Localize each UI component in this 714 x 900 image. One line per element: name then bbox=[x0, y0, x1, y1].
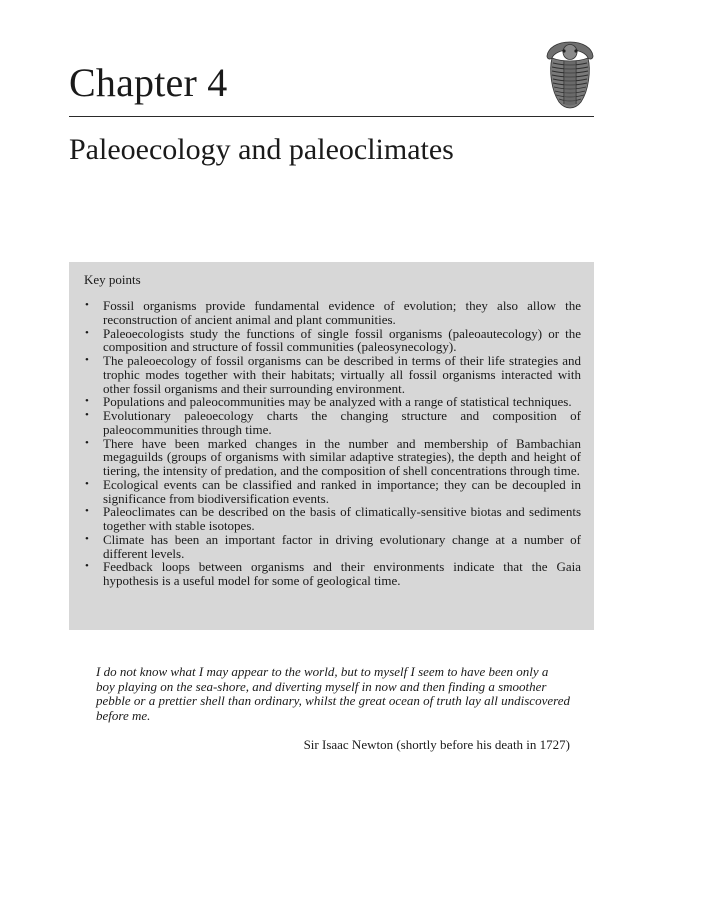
key-point-item bbox=[84, 327, 581, 355]
key-point-text: Ecological events can be classified and ranked in importance; they can be decoupled in significance from biodiversification events. bbox=[103, 476, 581, 506]
trilobite-icon bbox=[543, 40, 597, 110]
bullet-icon: • bbox=[85, 409, 89, 421]
epigraph-attribution: Sir Isaac Newton (shortly before his death in 1727) bbox=[303, 737, 570, 752]
bullet-icon: • bbox=[85, 532, 89, 545]
key-point-text: Populations and paleocommunities may be analyzed with a range of statistical techniques. bbox=[103, 394, 572, 410]
key-points-list bbox=[84, 299, 581, 588]
key-point-text: Fossil organisms provide fundamental evidence of evolution; they also allow the reconstruction of ancient animal and plant communities. bbox=[103, 298, 581, 327]
key-point-text: Paleoclimates can be described on the basis of climatically-sensitive biotas and sediments together with stable isotopes. bbox=[103, 504, 581, 533]
chapter-title: Paleoecology and paleoclimates bbox=[69, 133, 454, 166]
key-point-item bbox=[84, 437, 581, 478]
key-point-item bbox=[84, 299, 581, 327]
key-point-text: Paleoecologists study the functions of single fossil organisms (paleoautecology) or the composition and structure of fossil communities (paleosynecology). bbox=[103, 325, 581, 355]
key-point-item bbox=[84, 560, 581, 588]
key-point-text: The paleoecology of fossil organisms can be described in terms of their life strategies and trophic modes together with their habitats; virtually all fossil organisms interacted with other fossil organisms and their surrounding environment. bbox=[103, 353, 581, 396]
epigraph bbox=[96, 665, 570, 752]
key-point-item bbox=[84, 478, 581, 506]
key-point-item bbox=[84, 354, 581, 395]
bullet-icon: • bbox=[85, 326, 89, 339]
header-rule bbox=[69, 116, 594, 117]
key-point-text: Climate has been an important factor in driving evolutionary change at a number of different levels. bbox=[103, 531, 581, 561]
bullet-icon: • bbox=[85, 477, 89, 490]
bullet-icon: • bbox=[85, 436, 89, 449]
key-point-item bbox=[84, 395, 581, 409]
bullet-icon: • bbox=[85, 505, 89, 518]
key-point-text: Evolutionary paleoecology charts the changing structure and composition of paleocommunities through time. bbox=[103, 408, 581, 437]
key-points-heading: Key points bbox=[84, 272, 141, 287]
key-point-item bbox=[84, 409, 581, 437]
key-point-item bbox=[84, 533, 581, 561]
key-point-text: There have been marked changes in the number and membership of Bambachian megaguilds (groups of organisms with similar adaptive strategies), the depth and height of tiering, the intensity of predation, and the composition of shell concentrations through time. bbox=[103, 435, 581, 478]
key-point-item bbox=[84, 505, 581, 533]
key-points-box bbox=[69, 262, 594, 630]
epigraph-quote: I do not know what I may appear to the world, but to myself I seem to have been only a boy playing on the sea-shore, and diverting myself in now and then finding a smoother pebble or a prettier shell than ordinary, whilst the great ocean of truth lay all undiscovered before me. bbox=[96, 664, 570, 723]
bullet-icon: • bbox=[85, 560, 89, 573]
bullet-icon: • bbox=[85, 354, 89, 366]
chapter-label: Chapter 4 bbox=[69, 60, 228, 105]
bullet-icon: • bbox=[85, 395, 89, 408]
key-point-text: Feedback loops between organisms and their environments indicate that the Gaia hypothesis is a useful model for some of geological time. bbox=[103, 559, 581, 588]
bullet-icon: • bbox=[85, 299, 89, 311]
